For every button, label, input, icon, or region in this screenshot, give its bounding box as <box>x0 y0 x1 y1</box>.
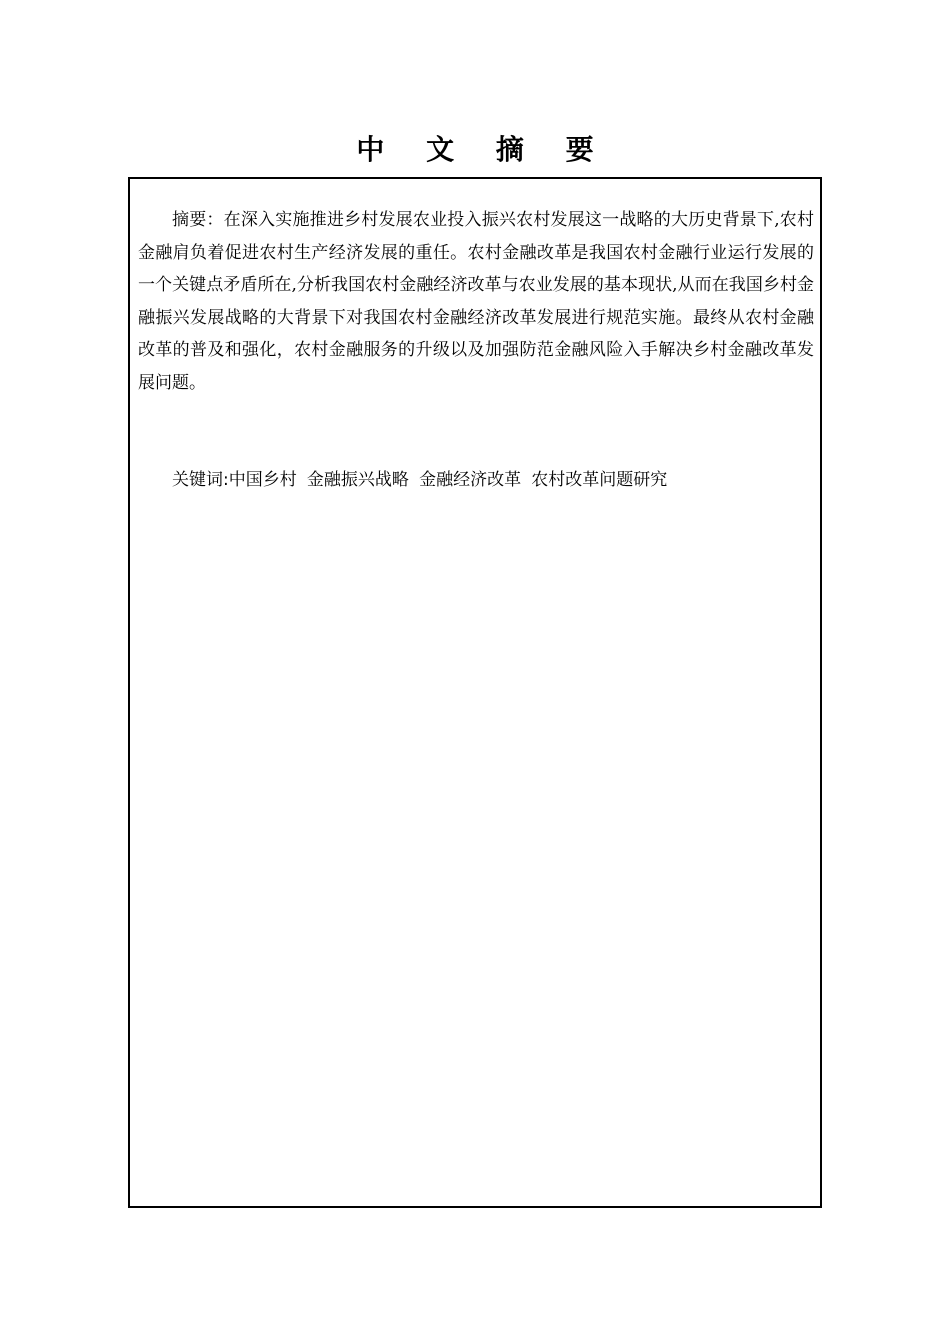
keywords-line <box>138 464 814 496</box>
abstract-body: 在深入实施推进乡村发展农业投入振兴农村发展这一战略的大历史背景下,农村金融肩负着促进农村生产经济发展的重任。农村金融改革是我国农村金融行业运行发展的一个关键点矛盾所在,分析我国农村金融经济改革与农业发展的基本现状,从而在我国乡村金融振兴发展战略的大背景下对我国农村金融经济改革发展进行规范实施。最终从农村金融改革的普及和强化，农村金融服务的升级以及加强防范金融风险入手解决乡村金融改革发展问题。 <box>138 210 815 393</box>
abstract-label: 摘要： <box>172 210 224 230</box>
keyword-item: 农村改革问题研究 <box>531 470 668 490</box>
keyword-item: 金融振兴战略 <box>306 470 409 490</box>
keywords-label: 关键词: <box>172 470 229 490</box>
keyword-item: 中国乡村 <box>228 470 297 490</box>
keyword-item: 金融经济改革 <box>419 470 522 490</box>
abstract-paragraph <box>138 204 814 399</box>
page-title: 中 文 摘 要 <box>356 133 610 166</box>
